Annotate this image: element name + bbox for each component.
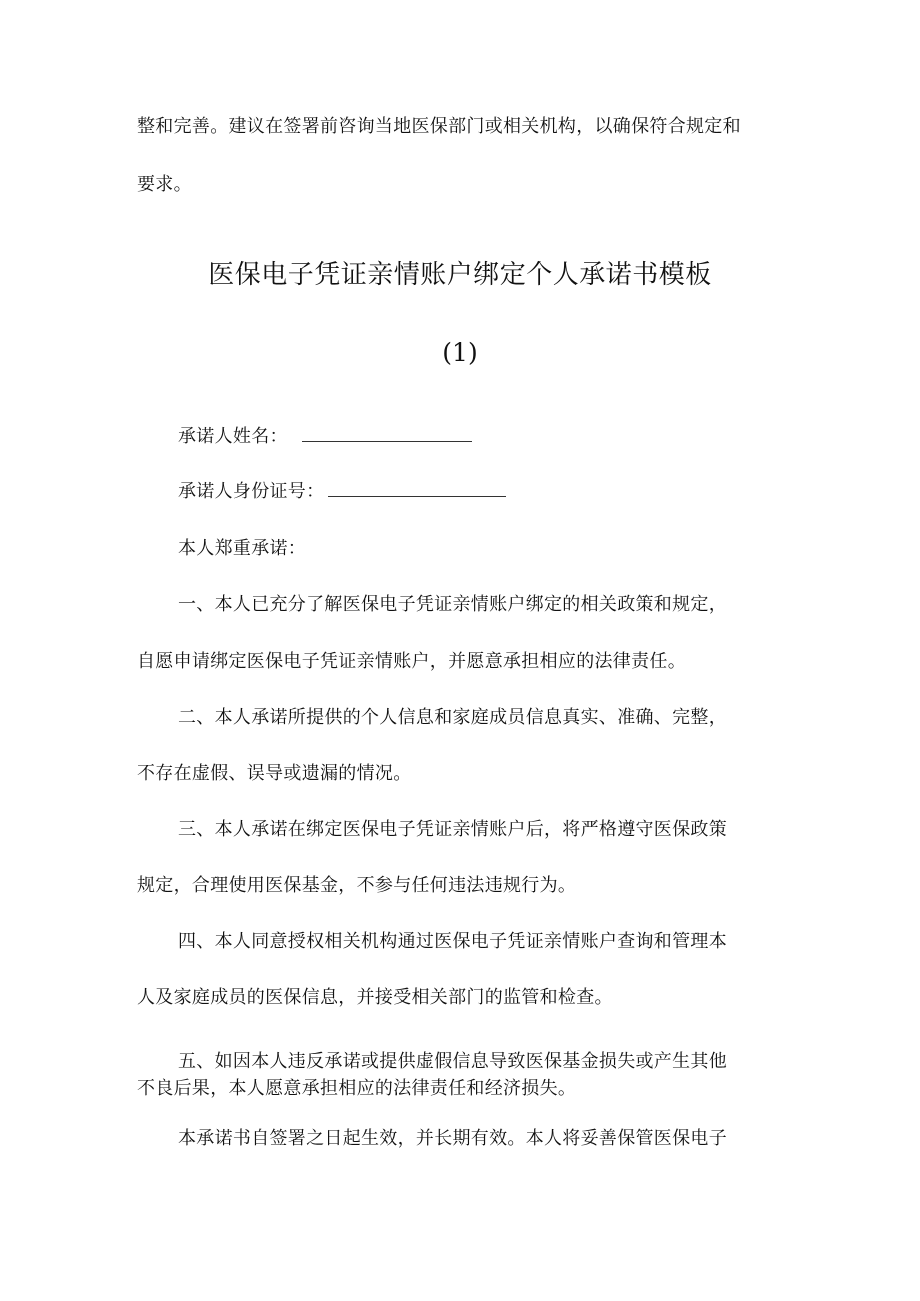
carryover-line-1: 整和完善。建议在签署前咨询当地医保部门或相关机构，以确保符合规定和	[137, 116, 741, 137]
item-2-line-1: 二、本人承诺所提供的个人信息和家庭成员信息真实、准确、完整，	[178, 707, 727, 728]
name-field-blank	[302, 425, 472, 442]
item-1-line-1: 一、本人已充分了解医保电子凭证亲情账户绑定的相关政策和规定，	[178, 594, 727, 615]
closing-line-1: 本承诺书自签署之日起生效，并长期有效。本人将妥善保管医保电子	[178, 1128, 727, 1149]
id-field-label: 承诺人身份证号：	[178, 481, 325, 502]
item-5-line-1: 五、如因本人违反承诺或提供虚假信息导致医保基金损失或产生其他	[178, 1051, 727, 1072]
commitment-intro: 本人郑重承诺：	[178, 538, 307, 559]
item-4-line-1: 四、本人同意授权相关机构通过医保电子凭证亲情账户查询和管理本	[178, 931, 727, 952]
item-3-line-2: 规定，合理使用医保基金，不参与任何违法违规行为。	[137, 875, 577, 896]
item-1-line-2: 自愿申请绑定医保电子凭证亲情账户，并愿意承担相应的法律责任。	[137, 651, 686, 672]
item-3-line-1: 三、本人承诺在绑定医保电子凭证亲情账户后，将严格遵守医保政策	[178, 819, 727, 840]
carryover-line-2: 要求。	[137, 174, 192, 195]
name-field-label: 承诺人姓名：	[178, 426, 288, 447]
document-title: 医保电子凭证亲情账户绑定个人承诺书模板	[208, 260, 712, 290]
item-5-line-2: 不良后果，本人愿意承担相应的法律责任和经济损失。	[137, 1078, 577, 1099]
id-field-row	[178, 480, 506, 504]
item-4-line-2: 人及家庭成员的医保信息，并接受相关部门的监管和检查。	[137, 987, 613, 1008]
item-2-line-2: 不存在虚假、误导或遗漏的情况。	[137, 763, 412, 784]
document-title-number: (1)	[442, 338, 478, 367]
name-field-row	[178, 425, 472, 449]
id-field-blank	[328, 480, 506, 497]
